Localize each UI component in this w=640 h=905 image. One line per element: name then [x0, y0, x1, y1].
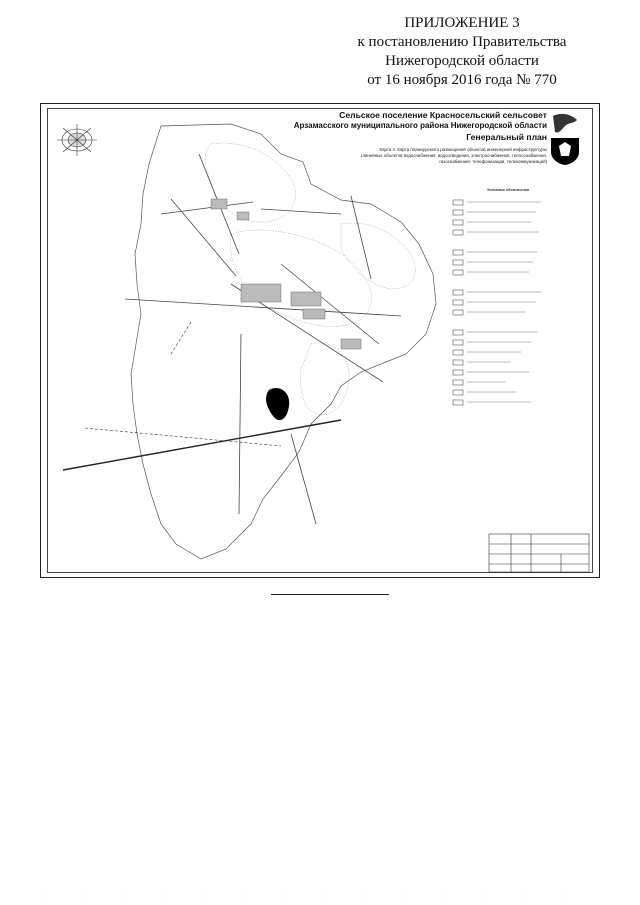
map-subtitle-line-2: (линейных объектов водоснабжения, водоотведения, электроснабжения, теплоснабжения,: [360, 153, 547, 158]
legend-title: Условные обозначения: [487, 188, 529, 192]
map-subtitle-line-1: Карта 2. Карта планируемого размещения объектов инженерной инфраструктуры: [379, 147, 547, 152]
map-sheet: [40, 103, 600, 578]
map-title-line-2: Арзамасского муниципального района Нижегородской области: [293, 121, 547, 130]
lake: [266, 388, 289, 420]
map-title: [257, 110, 547, 143]
document-header: [332, 14, 592, 90]
map-legend: [453, 188, 563, 418]
resolution-date: от 16 ноября 2016 года № 770: [367, 72, 557, 88]
map-title-line-3: Генеральный план: [466, 131, 547, 142]
document-separator: [271, 594, 389, 595]
powerline: [85, 322, 281, 446]
title-stamp: [489, 534, 589, 572]
region-name: Нижегородской области: [385, 53, 539, 69]
forest-areas: [205, 143, 415, 415]
map-subtitle: [287, 147, 547, 165]
map-title-line-1: Сельское поселение Красносельский сельсовет: [339, 110, 547, 120]
resolution-reference: к постановлению Правительства: [357, 34, 567, 50]
settlement-blocks: [211, 199, 361, 349]
map-subtitle-line-3: газоснабжения, телефонизации, телекоммуникаций): [439, 159, 547, 164]
settlement-boundary: [131, 124, 436, 559]
compass-rose: [57, 124, 97, 156]
scan-edge-marks: [0, 893, 640, 899]
coat-of-arms-icon: [547, 112, 583, 166]
appendix-title: ПРИЛОЖЕНИЕ 3: [404, 15, 520, 31]
